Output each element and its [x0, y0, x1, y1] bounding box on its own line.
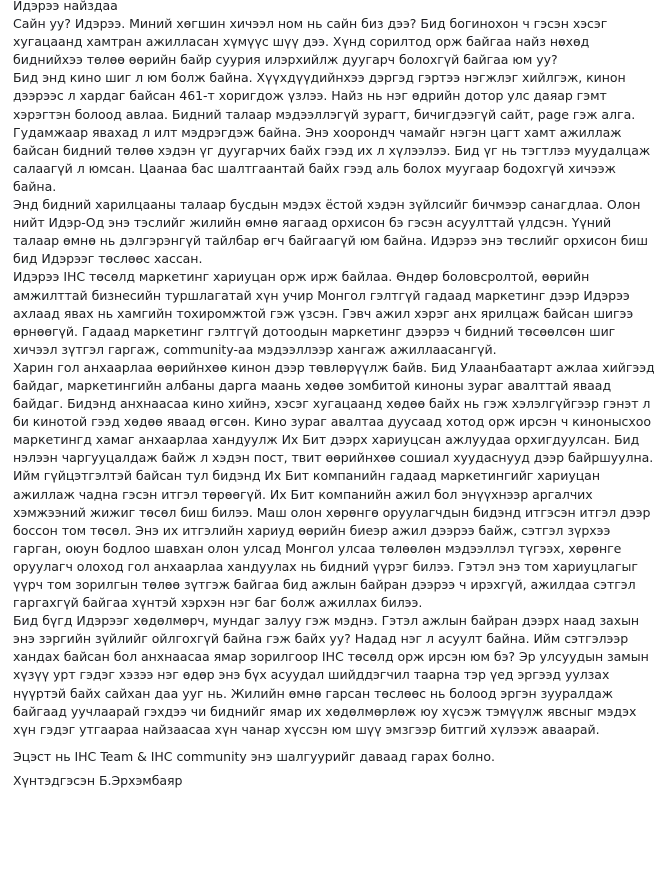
paragraph-movie-focus: Харин гол анхаарлаа өөрийнхөө кинон дээр төвлөрүүлж байв. Бид Улаанбаатарт ажлаа хийгээд байдаг, маркетингийн албаны дарга маань хөдөө зомбитой киноны зураг авалттай яваад байдаг. Бидэнд анхнаасаа кино хийнэ, хэсэг хугацаанд хөдөө байх нь гэж хэлэлгүйгээр гэнэт л би кинотой гээд хөдөө яваад өгсөн. Кино зураг авалтаа дуусаад хотод орж ирсэн ч кинонысхоо маркетингд хамаг анхаарлаа хандуулж Их Бит дээрх хариуцсан ажлуудаа орхигдуулсан. Бид нэлээн чаргууцалдаж байж л хэдэн пост, твит өөрийнхөө сошиал хуудаснууд дээр байршуулна. — [13, 359, 655, 466]
post-body — [13, 0, 658, 790]
paragraph-greeting: Сайн уу? Идэрээ. Миний хөгшин хичээл ном нь сайн биз дээ? Бид богинохон ч гэсэн хэсэг хугацаанд хамтран ажилласан хүмүүс шүү дээ. Хүнд сорилтод орж байгаа найз нөхөд биднийхээ төлөө өөрийн байр суурия илэрхийлж дуугарч болохгүй байгаа юм уу? — [13, 16, 608, 68]
paragraph-conclusion: Эцэст нь IHC Team & IHC community энэ шалгуурийг даваад гарах болно. — [13, 748, 495, 764]
paragraph-situation: Бид энд кино шиг л юм болж байна. Хүүхдүүдийнхээ дэргэд гэртээ нэгжлэг хийлгэж, кинон дээрээс л хардаг байсан 461-т хоригдож үзлээ. Найз нь нэг өдрийн дотор улс даяар гэмт хэрэгтэн болоод авлаа. Бидний талаар мэдээллэгүй зурагт, бичигдээгүй сайт, page гэж алга. Гудамжаар явахад л илт мэдрэгдэж байна. Энэ хоорондч чамайг нэгэн цагт хамт ажиллаж байсан бидний төлөө хэдэн үг дуугарчих байх гээд их л хүлээлээ. Бид үг нь тэгтлээ муудалцаж салаагүй л юмсан. Цаанаа бас шалтгаантай байх гээд аль болох муугаар бодохгүй хичээж байна. — [13, 70, 651, 194]
paragraph-relationship: Энд бидний харилцааны талаар бусдын мэдэх ёстой хэдэн зүйлсийг бичмээр санагдлаа. Олон нийт Идэр-Од энэ тэслийг жилийн өмнө яагаад орхисон бэ гэсэн асуулттай үлдсэн. Үүний талаар өмнө нь дэлгэрэнгүй тайлбар өгч байгаагүй юм байна. Идэрээ энэ төслийг орхисон биш бид Идэрээг төслөөс хассан. — [13, 197, 648, 267]
signature: Хүнтэдгэсэн Б.Эрхэмбаяр — [13, 772, 183, 788]
paragraph-marketing-role: Идэрээ IHC төсөлд маркетинг хариуцан орж ирж байлаа. Өндөр боловсролтой, өөрийн амжилттай бизнесийн туршлагатай хүн учир Монгол гэлтгүй гадаад маркетинг дээр Идэрээ ахлаад явах нь хамгийн тохиромжтой гэж үзсэн. Гэвч ажил хэрэг анх ярилцаж байсан шигээ өрнөөгүй. Гадаад маркетинг гэлтгүй дотоодын маркетинг дээрээ ч бидний төсөөлсөн шиг хичээл зүтгэл гаргаж, community-аа мэдээллээр хангаж ажиллаасангүй. — [13, 269, 634, 357]
paragraph-trust: Ийм гүйцэтгэлтэй байсан тул бидэнд Их Бит компанийн гадаад маркетингийг хариуцан ажиллаж чадна гэсэн итгэл төрөөгүй. Их Бит компанийн ажил бол энүүхнээр аргалчих хэмжээний жижиг төсөл биш билээ. Маш олон хөрөнгө оруулагчдын бидэнд итгэсэн итгэл дээр боссон том төсөл. Энэ их итгэлийн хариуд өөрийн биеэр ажил дээрээ байж, сэтгэл зүрхээ гарган, оюун бодлоо шавхан олон улсад Монгол улсаа төлөөлөн мэдээллэл түгээх, хөрөнге оруулагч олоход гол анхаарлаа хандуулах нь бидний үүрэг билээ. Гэтэл энэ том хариуцлагыг үүрч том зорилгын төлөө зүтгэж байгаа бид ажлын байран дээрээ ч ирэхгүй, ажилдаа сэтгэл гаргахгүй байгаа хүнтэй хэрхэн нэг баг болж ажиллах билээ. — [13, 468, 651, 611]
paragraph-question: Бид бүгд Идэрээг хөдөлмөрч, мундаг залуу гэж мэднэ. Гэтэл ажлын байран дээрх наад захын энэ зэргийн зүйлийг ойлгохгүй байна гэж байх уу? Надад нэг л асуулт байна. Ийм сэтгэлээр хандах байсан бол анхнаасаа ямар зорилгоор IHC төсөлд орж ирсэн юм бэ? Эр улсуудын замын хүзүү урт гэдэг хэзээ нэг өдөр энэ бүх асуудал шийддэгчил таарна тэр үед эргээд уулзах нүүртэй байх сайхан даа ууг нь. Жилийн өмнө гарсан төслөөс нь болоод эргэн зууралдаж байгаад уучлаарай гэхдээ чи биднийг ямар их хөдөлмөрлөж юу хүсэж тэмүүлж явсныг мэдэх хүн гэдэг утгаараа найзаасаа хүн чанар хүссэн юм шүү эмзгээр битгий хүлээж аваарай. — [13, 613, 649, 737]
greeting-header: Идэрээ найздаа — [13, 0, 118, 13]
